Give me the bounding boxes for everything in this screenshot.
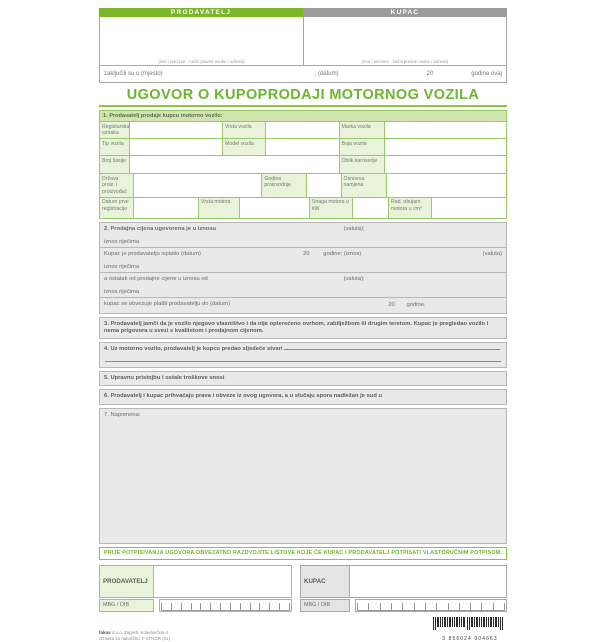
label-engine-power: Snaga motora u kW xyxy=(310,198,353,218)
buyer-party xyxy=(303,8,507,66)
label-prod-year: Godina proizvodnje xyxy=(262,174,307,197)
seller-caption: (ime i prezime - naziv pravne osobe / adresa) xyxy=(158,59,245,64)
value-engine-power xyxy=(353,198,390,218)
price-agreed-text: 2. Prodajna cijena ugovorena je u iznosu xyxy=(104,225,217,232)
price-line-1 xyxy=(100,223,506,248)
separation-notice: PRIJE POTPISIVANJA UGOVORA OBVEZATNO RAZDVOJITE LISTOVE KOJE ĆE KUPAC I PRODAVATELJ POTPISATI VLASTORUČNIM POTPISOM. xyxy=(99,547,507,560)
buyer-signature-label: KUPAC xyxy=(300,565,350,598)
barcode-bars xyxy=(433,617,507,631)
costs-clause xyxy=(99,371,507,386)
barcode-digits: 3 856024 904663 xyxy=(442,636,498,642)
value-model xyxy=(266,139,340,155)
label-make: Marka vozila xyxy=(340,122,386,138)
value-type xyxy=(130,139,223,155)
parties-header xyxy=(99,8,507,66)
remainder-text: a ostatak od prodajne cijene u iznosu od xyxy=(104,275,208,282)
value-country xyxy=(134,174,262,197)
label-body-shape: Oblik karoserije xyxy=(340,156,386,173)
label-type: Tip vozila xyxy=(100,139,130,155)
amount-in-words-1: iznos riječima xyxy=(104,238,140,245)
label-vehicle-kind: Vrsta vozila xyxy=(223,122,266,138)
contract-title: UGOVOR O KUPOPRODAJI MOTORNOG VOZILA xyxy=(126,87,480,103)
items-clause xyxy=(99,342,507,368)
value-prod-year xyxy=(307,174,342,197)
value-vehicle-kind xyxy=(266,122,340,138)
value-make xyxy=(385,122,506,138)
vehicle-row-3 xyxy=(100,156,506,174)
pay-until-year-prefix: 20 xyxy=(388,301,395,308)
value-first-registration xyxy=(134,198,199,218)
buyer-signature-space xyxy=(350,565,507,598)
seller-signature-label: PRODAVATELJ xyxy=(99,565,154,598)
warranty-text: 3. Prodavatelj jamči da je vozilo njegovo vlasništvo i da nije opterećeno ovrhom, zabilježbom ili drugim teretom. Kupac je pregledao vozilo i nema prigovora u svezi s kvalitetom i prodajnom cijenom. xyxy=(104,320,489,334)
label-engine-type: Vrsta motora xyxy=(199,198,240,218)
barcode xyxy=(433,617,507,642)
items-fill-line-2 xyxy=(105,361,501,362)
label-displacement: Rad. obujam motora u cm³ xyxy=(389,198,432,218)
label-model: Model vozila xyxy=(223,139,266,155)
title-rule xyxy=(99,105,507,107)
year-prefix: 20 xyxy=(426,71,434,77)
value-chassis xyxy=(130,156,340,173)
vehicle-row-5 xyxy=(100,198,506,218)
price-section xyxy=(99,222,507,314)
remarks-label: 7. Napomena: xyxy=(104,411,141,418)
seller-header-bar: PRODAVATELJ xyxy=(99,8,303,17)
costs-text: 5. Upravnu pristojbu i ostale troškove snosi xyxy=(104,375,225,382)
value-registration xyxy=(130,122,223,138)
value-body-shape xyxy=(385,156,506,173)
seller-name-box xyxy=(99,17,303,66)
currency-label-1: (valuta); xyxy=(343,225,365,232)
price-line-3 xyxy=(100,273,506,298)
publisher-brand: fokus xyxy=(99,629,111,635)
vehicle-row-2 xyxy=(100,139,506,156)
paid-year-prefix: 20 xyxy=(303,250,310,257)
price-line-2 xyxy=(100,248,506,273)
buyer-signature-block xyxy=(300,565,507,612)
value-color xyxy=(385,139,506,155)
place-date-row xyxy=(99,66,507,83)
amount-in-words-2: iznos riječima xyxy=(104,263,140,270)
label-purpose: Osnovna namjena xyxy=(342,174,388,197)
label-first-registration: Datum prve registracije xyxy=(100,198,134,218)
jurisdiction-text: 6. Prodavatelj i kupac prihvaćaju prava i obveze iz ovog ugovora, a u slučaju spora nadležan je sud u xyxy=(104,393,383,400)
label-color: Boja vozila xyxy=(340,139,386,155)
label-registration: Registarska oznaka xyxy=(102,123,130,136)
section1-heading: 1. Prodavatelj prodaje kupcu motorno vozilo: xyxy=(100,111,506,122)
value-purpose xyxy=(387,174,506,197)
buyer-id-comb-field xyxy=(355,599,507,612)
price-line-4 xyxy=(100,298,506,313)
buyer-name-box xyxy=(303,17,507,66)
pay-until-text: kupac se obvezuje platiti prodavatelju do (datum) xyxy=(104,300,230,307)
amount-in-words-3: iznos riječima xyxy=(104,288,140,295)
seller-id-label: MBG / OIB xyxy=(99,599,154,612)
value-displacement xyxy=(432,198,506,218)
buyer-id-label: MBG / OIB xyxy=(300,599,350,612)
value-engine-type xyxy=(240,198,310,218)
jurisdiction-clause xyxy=(99,389,507,404)
buyer-header-bar: KUPAC xyxy=(303,8,507,17)
seller-id-comb-field xyxy=(159,599,292,612)
year-suffix: godine ovaj xyxy=(471,71,502,77)
place-label: zaključili su u (mjesto) xyxy=(104,71,163,77)
publisher-order-code: Oznaka za narudžbu: F-6TNOR (01) xyxy=(99,636,171,642)
paid-mid-text: godine; (iznos) xyxy=(323,250,362,257)
form-sheet xyxy=(99,8,507,642)
publisher-info xyxy=(99,630,170,642)
vehicle-row-4 xyxy=(100,174,506,198)
date-label: ; (datum) xyxy=(314,71,339,77)
buyer-caption: (ime i prezime - naziv pravne osobe / adresa) xyxy=(361,59,449,64)
page-footer xyxy=(99,617,507,642)
currency-label-2: (valuta) xyxy=(482,250,502,257)
currency-label-3: (valuta); xyxy=(343,275,365,282)
items-text: 4. Uz motorno vozilo, prodavatelj je kupcu predao sljedeće stvari xyxy=(104,345,283,352)
vehicle-row-1 xyxy=(100,122,506,139)
vehicle-table xyxy=(99,110,507,219)
signature-area xyxy=(99,565,507,612)
items-fill-line-1 xyxy=(284,349,500,350)
seller-signature-space xyxy=(154,565,292,598)
label-country: Država proiz. i proizvođač xyxy=(100,174,134,197)
warranty-clause xyxy=(99,317,507,339)
label-chassis: Broj šasije xyxy=(100,156,130,173)
paid-text: Kupac je prodavatelju isplatio (datum) xyxy=(104,250,201,257)
seller-party xyxy=(99,8,303,66)
publisher-address: d.o.o. Zagreb, Koledovčina 4 xyxy=(111,629,169,635)
remarks-section xyxy=(99,408,507,544)
seller-signature-block xyxy=(99,565,292,612)
pay-until-suffix: godine. xyxy=(406,301,426,308)
